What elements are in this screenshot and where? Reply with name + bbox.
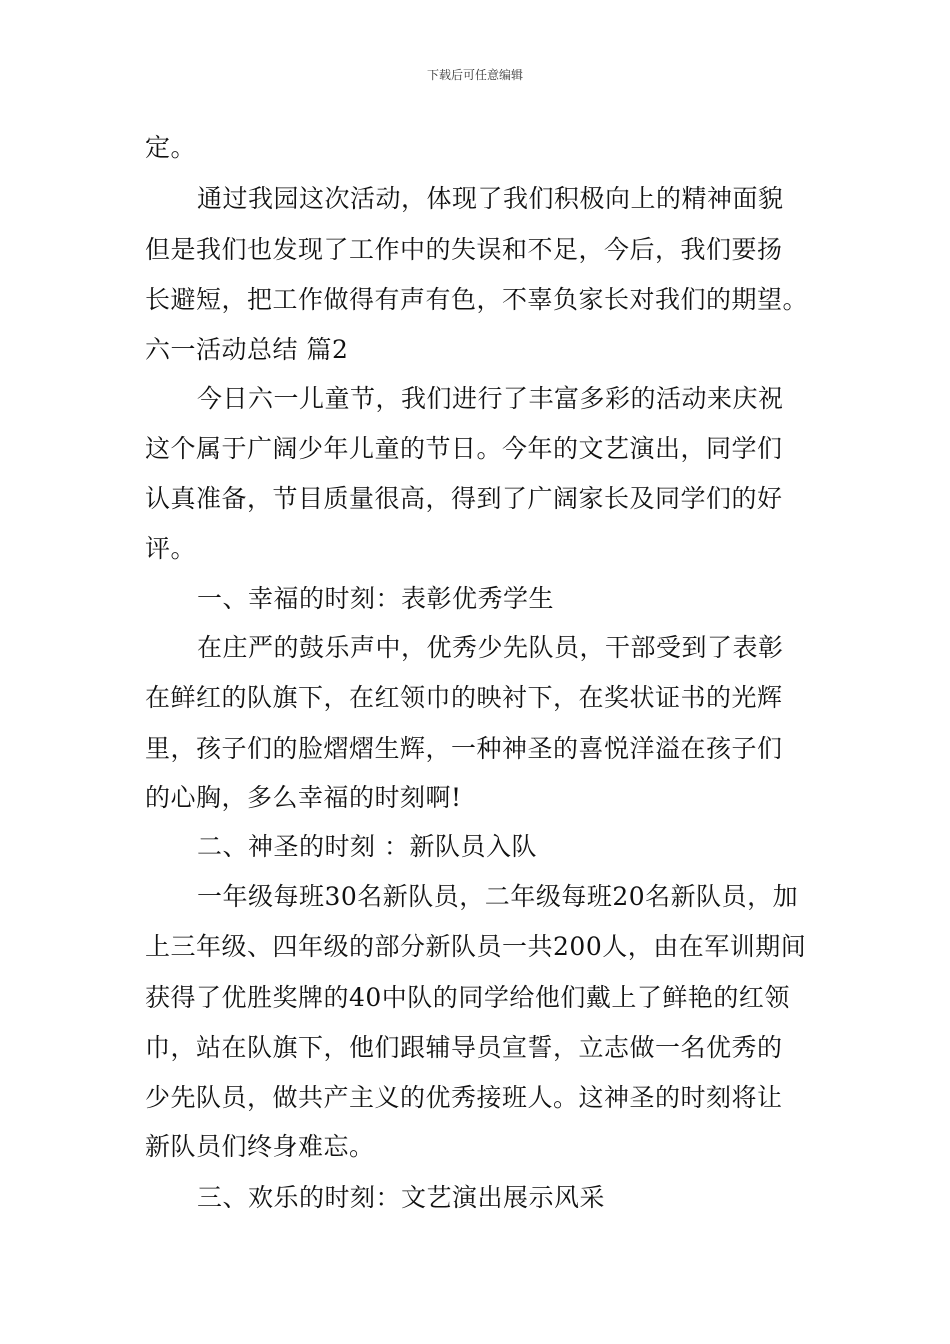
body-line: 认真准备，节目质量很高，得到了广阔家长及同学们的好 [145, 484, 783, 513]
body-line: 但是我们也发现了工作中的失误和不足，今后，我们要扬 [145, 235, 783, 264]
paragraph-line: 一年级每班30名新队员，二年级每班20名新队员，加 [197, 882, 799, 911]
body-line: 上三年级、四年级的部分新队员一共200人，由在军训期间 [145, 932, 807, 961]
body-line: 这个属于广阔少年儿童的节日。今年的文艺演出，同学们 [145, 434, 783, 463]
subheading-line: 一、幸福的时刻：表彰优秀学生 [197, 584, 555, 613]
body-line: 巾，站在队旗下，他们跟辅导员宣誓，立志做一名优秀的 [145, 1033, 783, 1062]
body-line: 在鲜红的队旗下，在红领巾的映衬下，在奖状证书的光辉 [145, 683, 783, 712]
body-line: 定。 [145, 133, 197, 162]
paragraph-line: 今日六一儿童节，我们进行了丰富多彩的活动来庆祝 [197, 384, 784, 413]
paragraph-line: 在庄严的鼓乐声中，优秀少先队员，干部受到了表彰 [197, 633, 784, 662]
body-line: 长避短，把工作做得有声有色，不辜负家长对我们的期望。 [145, 285, 809, 314]
body-line: 里，孩子们的脸熠熠生辉，一种神圣的喜悦洋溢在孩子们 [145, 734, 783, 763]
paragraph-line: 通过我园这次活动，体现了我们积极向上的精神面貌 [197, 184, 784, 213]
section-title: 六一活动总结 篇2 [145, 335, 349, 364]
subheading-line: 三、欢乐的时刻：文艺演出展示风采 [197, 1183, 606, 1212]
body-line: 获得了优胜奖牌的40中队的同学给他们戴上了鲜艳的红领 [145, 983, 790, 1012]
page-header-note: 下载后可任意编辑 [426, 68, 523, 82]
subheading-line: 二、神圣的时刻 ：新队员入队 [197, 832, 537, 861]
body-line: 新队员们终身难忘。 [145, 1132, 375, 1161]
body-line: 评。 [145, 534, 197, 563]
body-line: 少先队员，做共产主义的优秀接班人。这神圣的时刻将让 [145, 1083, 783, 1112]
body-line: 的心胸，多么幸福的时刻啊! [145, 783, 462, 812]
